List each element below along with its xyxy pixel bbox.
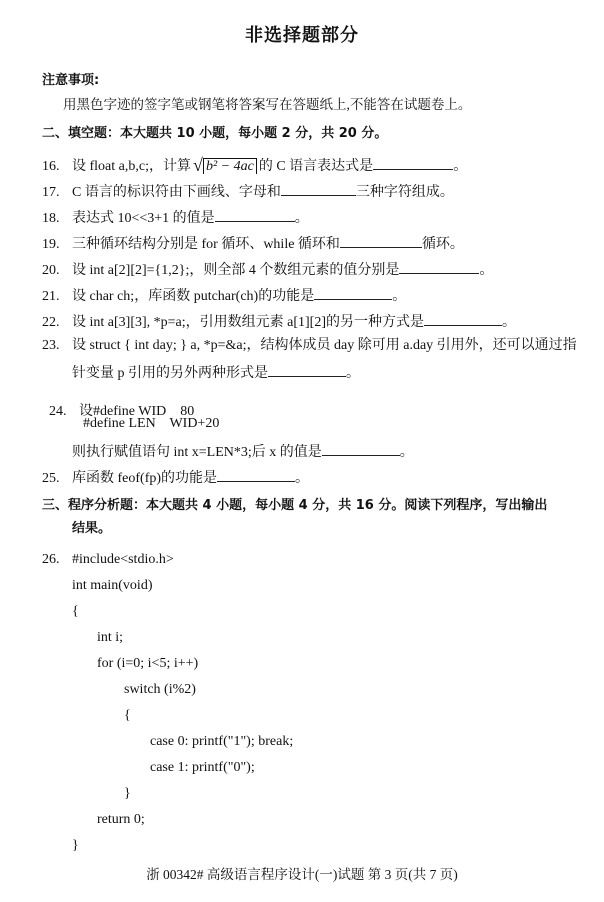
define-len-line: #define LEN WID+20 — [83, 416, 220, 431]
answer-blank — [373, 157, 453, 170]
question-text: 设 char ch;，库函数 putchar(ch)的功能是 — [72, 289, 315, 304]
code-line: { — [72, 604, 79, 619]
question-text: 设 int a[2][2]={1,2};，则全部 4 个数组元素的值分别是 — [72, 263, 400, 278]
code-line: int main(void) — [72, 578, 153, 593]
question-end: 。 — [294, 211, 309, 226]
sqrt-inner: b² − 4ac — [203, 158, 257, 174]
question-end: 。 — [502, 315, 517, 330]
question-22 — [42, 313, 516, 330]
page-footer: 浙 00342# 高级语言程序设计(一)试题 第 3 页(共 7 页) — [146, 867, 458, 882]
question-end: 。 — [392, 289, 407, 304]
question-number: 24. — [49, 404, 67, 419]
question-24-line3 — [72, 443, 414, 460]
code-line: #include<stdio.h> — [72, 552, 174, 567]
question-end: 。 — [295, 471, 310, 486]
question-number: 25. — [42, 471, 60, 486]
code-line: } — [124, 786, 131, 801]
question-21 — [42, 287, 406, 304]
section3-heading: 三、程序分析题：本大题共 4 小题，每小题 4 分，共 16 分。阅读下列程序，写出输出 — [42, 498, 548, 513]
question-text: 的 C 语言表达式是 — [258, 159, 374, 174]
question-text: 设 int a[3][3], *p=a;，引用数组元素 a[1][2]的另一种方式是 — [72, 315, 425, 330]
question-number: 22. — [42, 315, 60, 330]
code-line: } — [72, 838, 79, 853]
question-text: 循环。 — [421, 237, 464, 252]
question-text: 设 struct { int day; } a, *p=&a;，结构体成员 day 除可用 a.day 引用外，还可以通过指 — [72, 338, 577, 353]
answer-blank — [340, 235, 422, 248]
answer-blank — [399, 261, 479, 274]
question-19 — [42, 235, 464, 252]
code-line: case 0: printf("1"); break; — [150, 734, 294, 749]
question-number: 16. — [42, 159, 60, 174]
answer-blank — [424, 313, 502, 326]
question-number: 23. — [42, 338, 60, 353]
question-end: 。 — [479, 263, 494, 278]
section2-heading: 二、填空题：本大题共 10 小题，每小题 2 分，共 20 分。 — [42, 126, 388, 141]
answer-blank — [217, 469, 295, 482]
question-text: 针变量 p 引用的另外两种形式是 — [72, 366, 268, 381]
question-text: 表达式 10<<3+1 的值是 — [72, 211, 215, 226]
question-number: 20. — [42, 263, 60, 278]
question-25 — [42, 469, 309, 486]
question-18 — [42, 209, 309, 226]
code-line: switch (i%2) — [124, 682, 196, 697]
question-text: C 语言的标识符由下画线、字母和 — [72, 185, 281, 200]
question-end: 。 — [346, 366, 360, 381]
question-number: 19. — [42, 237, 60, 252]
define-line: 设#define WID 80 — [79, 404, 195, 419]
question-23 — [42, 339, 577, 353]
code-line: case 1: printf("0"); — [150, 760, 255, 775]
question-number: 26. — [42, 552, 60, 567]
question-number: 18. — [42, 211, 60, 226]
question-number: 17. — [42, 185, 60, 200]
code-line: int i; — [97, 630, 124, 645]
answer-blank — [314, 287, 392, 300]
question-number: 21. — [42, 289, 60, 304]
question-end: 。 — [453, 159, 468, 174]
notice-text: 用黑色字迹的签字笔或钢笔将答案写在答题纸上,不能答在试题卷上。 — [63, 97, 472, 112]
question-text: 设 float a,b,c;，计算 — [72, 159, 191, 174]
answer-blank — [215, 209, 295, 222]
question-16 — [42, 157, 467, 174]
question-text: 三种字符组成。 — [355, 185, 454, 200]
code-line: { — [124, 708, 131, 723]
code-line: for (i=0; i<5; i++) — [97, 656, 199, 671]
question-20 — [42, 261, 493, 278]
question-end: 。 — [399, 445, 414, 460]
question-text: 三种循环结构分别是 for 循环、while 循环和 — [72, 237, 340, 252]
question-24 — [42, 391, 194, 419]
code-line: return 0; — [97, 812, 145, 827]
answer-blank — [322, 443, 400, 456]
question-17 — [42, 183, 454, 200]
radical-icon: √ — [192, 155, 203, 175]
question-23-line2 — [72, 364, 360, 381]
section3-heading-cont: 结果。 — [72, 521, 112, 536]
question-text: 则执行赋值语句 int x=LEN*3;后 x 的值是 — [72, 445, 322, 460]
sqrt-expression — [192, 155, 257, 175]
question-text: 库函数 feof(fp)的功能是 — [72, 471, 218, 486]
answer-blank — [268, 364, 346, 377]
question-26 — [42, 553, 174, 567]
answer-blank — [281, 183, 356, 196]
page-title: 非选择题部分 — [245, 25, 359, 46]
notice-heading: 注意事项: — [42, 73, 100, 88]
